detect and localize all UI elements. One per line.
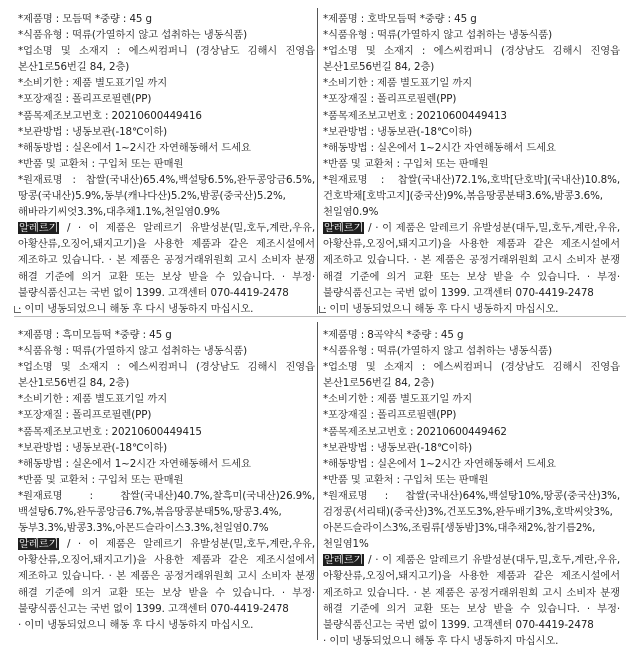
label-line: *소비기한 : 제품 별도표기일 까지 xyxy=(18,393,168,406)
label-line: *보관방법 : 냉동보관(-18℃이하) xyxy=(323,441,473,454)
allergy-highlight: 알레르기 xyxy=(324,554,364,567)
label-panel-hobak xyxy=(323,11,620,317)
allergy-notice-text: / · 이 제품은 알레르기 유발성분(밀,호두,계란,우유,아황산류,오징어,돼지고기)을 사용한 제품과 같은 제조시설에서 제조하고 있습니다. · 본 제품은 공정거래위원회 고시 소비자 분쟁 해결 기준에 의거 교환 또는 보상 받을 수 있습니다. · 부정·불량식품신고는 국번 없이 1399. 고객센터 070-4419-2478 xyxy=(18,222,315,299)
label-line: *업소명 및 소재지 : 에스씨컴퍼니 (경상남도 김해시 진영읍 본산1로56번길 84, 2층) xyxy=(18,361,315,390)
label-line: *품목제조보고번호 : 20210600449416 xyxy=(18,109,202,122)
allergy-notice xyxy=(18,220,315,300)
label-line: *원재료명 : 찹쌀(국내산)64%,백설탕10%,땅콩(중국산)3%,검정콩(서리태)(중국산)3%,건포도3%,완두배기3%,호박씨앗3%,아몬드슬라이스3%,조림류[생동밤]3%,대추채2%,참기름2%,천일염1% xyxy=(323,489,620,551)
label-line: *식품유형 : 떡류(가열하지 않고 섭취하는 냉동식품) xyxy=(18,345,248,358)
label-line: *소비기한 : 제품 별도표기일 까지 xyxy=(18,77,168,90)
freeze-warning: · 이미 냉동되었으니 해동 후 다시 냉동하지 마십시오. xyxy=(18,302,254,315)
label-line: *포장재질 : 폴리프로필렌(PP) xyxy=(323,93,457,106)
allergy-notice-text: / · 이 제품은 알레르기 유발성분(밀,호두,계란,우유,아황산류,오징어,돼지고기)을 사용한 제품과 같은 제조시설에서 제조하고 있습니다. · 본 제품은 공정거래위원회 고시 소비자 분쟁 해결 기준에 의거 교환 또는 보상 받을 수 있습니다. · 부정·불량식품신고는 국번 없이 1399. 고객센터 070-4419-2478 xyxy=(18,538,315,615)
label-line: *반품 및 교환처 : 구입처 또는 판매원 xyxy=(323,157,489,170)
label-line: *보관방법 : 냉동보관(-18℃이하) xyxy=(323,125,473,138)
allergy-highlight: 알레르기 xyxy=(19,538,59,551)
label-panel-yaksik xyxy=(323,327,620,649)
allergy-highlight: 알레르기 xyxy=(324,222,364,235)
label-line: *보관방법 : 냉동보관(-18℃이하) xyxy=(18,441,168,454)
label-line: *반품 및 교환처 : 구입처 또는 판매원 xyxy=(18,473,184,486)
allergy-notice-text: / · 이 제품은 알레르기 유발성분(대두,밀,호두,계란,우유,아황산류,오징어,돼지고기)을 사용한 제품과 같은 제조시설에서 제조하고 있습니다. · 본 제품은 공정거래위원회 고시 소비자 분쟁 해결 기준에 의거 교환 또는 보상 받을 수 있습니다. · 부정·불량식품신고는 국번 없이 1399. 고객센터 070-4419-2478 xyxy=(323,222,620,299)
label-line: *반품 및 교환처 : 구입처 또는 판매원 xyxy=(18,157,184,170)
label-line: *제품명 : 호박모듬떡 *중량 : 45 g xyxy=(323,13,477,25)
allergy-notice xyxy=(323,552,620,632)
label-line: *원재료명 : 찹쌀(국내산)40.7%,찰흑미(국내산)26.9%,백설탕6.7%,완두콩앙금6.7%,볶음땅콩분태5%,땅콩3.4%,동부3.3%,밤콩3.3%,아몬드슬라이스3.3%,천일염0.7% xyxy=(18,489,315,535)
label-line: *제품명 : 모듬떡 *중량 : 45 g xyxy=(18,13,152,25)
label-line: *포장재질 : 폴리프로필렌(PP) xyxy=(323,409,457,422)
label-line: *반품 및 교환처 : 구입처 또는 판매원 xyxy=(323,473,489,486)
label-line: *소비기한 : 제품 별도표기일 까지 xyxy=(323,393,473,406)
label-line: *해동방법 : 실온에서 1~2시간 자연해동해서 드세요 xyxy=(323,457,556,470)
label-line: *업소명 및 소재지 : 에스씨컴퍼니 (경상남도 김해시 진영읍 본산1로56번길 84, 2층) xyxy=(323,45,620,74)
column-divider-bottom xyxy=(317,322,318,640)
label-line: *식품유형 : 떡류(가열하지 않고 섭취하는 냉동식품) xyxy=(18,29,248,42)
label-line: *보관방법 : 냉동보관(-18℃이하) xyxy=(18,125,168,138)
label-line: *제품명 : 8곡약식 *중량 : 45 g xyxy=(323,329,464,341)
label-panel-heukmi xyxy=(18,327,315,633)
label-line: *원재료명 : 찹쌀(국내산)72.1%,호박[단호박](국내산)10.8%,건호박채[호박고지](중국산)9%,볶음땅콩분태3.6%,밤콩3.6%,천일염0.9% xyxy=(323,173,620,219)
label-line: *소비기한 : 제품 별도표기일 까지 xyxy=(323,77,473,90)
label-line: *식품유형 : 떡류(가열하지 않고 섭취하는 냉동식품) xyxy=(323,345,553,358)
freeze-warning: · 이미 냉동되었으니 해동 후 다시 냉동하지 마십시오. xyxy=(323,302,559,315)
freeze-warning: · 이미 냉동되었으니 해동 후 다시 냉동하지 마십시오. xyxy=(18,618,254,631)
label-line: *업소명 및 소재지 : 에스씨컴퍼니 (경상남도 김해시 진영읍 본산1로56번길 84, 2층) xyxy=(18,45,315,74)
allergy-notice xyxy=(18,536,315,616)
freeze-warning: · 이미 냉동되었으니 해동 후 다시 냉동하지 마십시오. xyxy=(323,634,559,647)
label-line: *식품유형 : 떡류(가열하지 않고 섭취하는 냉동식품) xyxy=(323,29,553,42)
label-line: *품목제조보고번호 : 20210600449415 xyxy=(18,425,202,438)
allergy-highlight: 알레르기 xyxy=(19,222,59,235)
label-line: *포장재질 : 폴리프로필렌(PP) xyxy=(18,93,152,106)
label-line: *품목제조보고번호 : 20210600449413 xyxy=(323,109,507,122)
label-line: *해동방법 : 실온에서 1~2시간 자연해동해서 드세요 xyxy=(323,141,556,154)
label-line: *업소명 및 소재지 : 에스씨컴퍼니 (경상남도 김해시 진영읍 본산1로56번길 84, 2층) xyxy=(323,361,620,390)
allergy-notice xyxy=(323,220,620,300)
label-line: *포장재질 : 폴리프로필렌(PP) xyxy=(18,409,152,422)
label-line: *제품명 : 흑미모듬떡 *중량 : 45 g xyxy=(18,329,172,341)
label-line: *품목제조보고번호 : 20210600449462 xyxy=(323,425,507,438)
column-divider-top xyxy=(317,8,318,314)
label-line: *원재료명 : 찹쌀(국내산)65.4%,백설탕6.5%,완두콩앙금6.5%,땅콩(국내산)5.9%,동부(캐나다산)5.2%,밤콩(중국산)5.2%,해바라기씨엇3.3%,대추채1.1%,천일염0.9% xyxy=(18,173,315,219)
label-line: *해동방법 : 실온에서 1~2시간 자연해동해서 드세요 xyxy=(18,141,251,154)
allergy-notice-text: / · 이 제품은 알레르기 유발성분(대두,밀,호두,계란,우유,아황산류,오징어,돼지고기)을 사용한 제품과 같은 제조시설에서 제조하고 있습니다. · 본 제품은 공정거래위원회 고시 소비자 분쟁 해결 기준에 의거 교환 또는 보상 받을 수 있습니다. · 부정·불량식품신고는 국번 없이 1399. 고객센터 070-4419-2478 xyxy=(323,554,620,631)
label-line: *해동방법 : 실온에서 1~2시간 자연해동해서 드세요 xyxy=(18,457,251,470)
label-panel-moduem xyxy=(18,11,315,317)
